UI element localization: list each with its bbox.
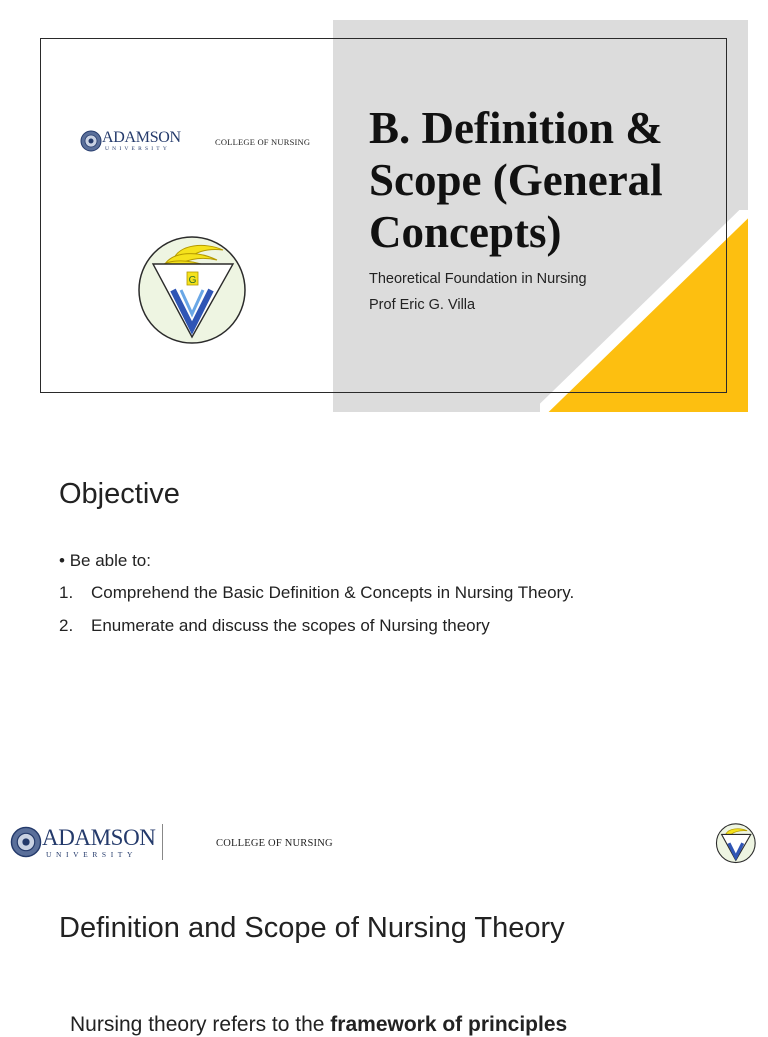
body-prefix: Nursing theory refers to the (70, 1013, 331, 1036)
bullet-text: Be able to: (69, 551, 151, 570)
adamson-logo (80, 128, 190, 156)
logo-subtitle: UNIVERSITY (105, 146, 170, 152)
objective-item (59, 583, 574, 603)
college-seal-icon (715, 822, 757, 864)
college-label: COLLEGE OF NURSING (215, 137, 311, 147)
title-slide (0, 0, 768, 420)
objective-item (59, 616, 490, 636)
college-seal-icon (135, 232, 250, 347)
adamson-logo (10, 824, 170, 864)
university-seal-icon (10, 826, 42, 858)
course-subtitle: Theoretical Foundation in Nursing (369, 271, 587, 287)
logo-name: ADAMSON (102, 129, 181, 146)
item-number: 2. (59, 616, 74, 635)
college-label: COLLEGE OF NURSING (216, 838, 333, 849)
slide-title: B. Definition & Scope (General Concepts) (369, 103, 663, 257)
body-emphasis: framework of principles (330, 1013, 568, 1036)
presenter-name: Prof Eric G. Villa (369, 297, 476, 313)
item-text: Enumerate and discuss the scopes of Nursing theory (91, 616, 490, 635)
definition-heading: Definition and Scope of Nursing Theory (59, 912, 565, 944)
logo-divider (162, 824, 163, 860)
logo-subtitle: UNIVERSITY (46, 850, 137, 859)
seal-letter: G (188, 275, 197, 286)
bullet-glyph: • (59, 551, 70, 570)
logo-name: ADAMSON (42, 825, 156, 850)
objective-bullet (59, 551, 151, 571)
item-number: 1. (59, 583, 74, 602)
item-text: Comprehend the Basic Definition & Concepts in Nursing Theory. (91, 583, 575, 602)
objective-heading: Objective (59, 478, 180, 510)
university-seal-icon (80, 130, 102, 152)
definition-body (70, 1013, 567, 1037)
